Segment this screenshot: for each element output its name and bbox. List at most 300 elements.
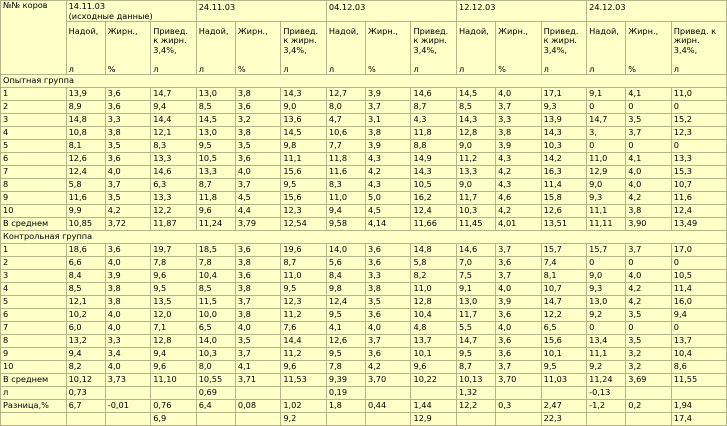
table-cell: 19,6 [281, 244, 327, 257]
table-cell: 4,1 [235, 361, 280, 374]
table-cell: 13,3 [151, 153, 197, 166]
table-row [1, 179, 727, 192]
table-row [1, 88, 727, 101]
column-unit: л [673, 63, 679, 74]
table-cell: 11,55 [671, 374, 726, 387]
table-cell: 14,5 [196, 114, 235, 127]
table-cell: 8,9 [66, 101, 105, 114]
date-label: 14.11.03 [68, 1, 106, 11]
column-name: Привед. к жирн. 3,4%, [543, 26, 579, 55]
table-cell: 3,5 [626, 309, 671, 322]
column-header [587, 22, 626, 75]
table-cell: 9 [1, 348, 67, 361]
table-cell: 3,2 [235, 114, 280, 127]
date-note: (исходные данные) [68, 10, 153, 21]
table-cell: 3,8 [496, 127, 541, 140]
column-name: Жирн., [628, 26, 659, 36]
table-cell: 4,4 [235, 205, 280, 218]
column-header [411, 22, 457, 75]
table-cell: 4,1 [326, 322, 365, 335]
table-cell: 1,32 [457, 387, 496, 400]
column-name: Привед. к жирн. 3,4%, [673, 26, 717, 55]
table-cell: 4,2 [626, 192, 671, 205]
column-unit: л [328, 63, 335, 74]
table-cell: 9,4 [151, 101, 197, 114]
table-cell: 3,1 [366, 114, 411, 127]
table-cell: 3,70 [496, 374, 541, 387]
table-cell: 8,7 [196, 179, 235, 192]
table-row [1, 361, 727, 374]
table-cell [151, 387, 197, 400]
table-cell: 0,44 [366, 400, 411, 413]
table-cell: 13,0 [587, 296, 626, 309]
date-header-5 [587, 1, 727, 22]
table-cell: 4,0 [235, 166, 280, 179]
table-row [1, 192, 727, 205]
table-cell: 9,5 [151, 283, 197, 296]
table-cell: 11,53 [281, 374, 327, 387]
table-cell: 17,0 [671, 244, 726, 257]
table-cell: 3,9 [105, 270, 150, 283]
table-cell: 3,7 [496, 270, 541, 283]
table-cell: 11,11 [587, 218, 626, 231]
table-cell: 12,1 [151, 127, 197, 140]
table-cell: 7,1 [151, 322, 197, 335]
column-unit: л [68, 63, 74, 74]
table-cell: 12,9 [411, 413, 457, 426]
table-cell: 3 [1, 114, 67, 127]
table-row [1, 270, 727, 283]
table-cell: 7,8 [326, 361, 365, 374]
column-header [105, 22, 150, 75]
table-cell: 11,5 [196, 296, 235, 309]
table-cell: 3,6 [496, 257, 541, 270]
column-name: Надой, [589, 26, 619, 36]
column-unit: % [107, 63, 116, 74]
column-header-row [1, 22, 727, 75]
table-cell: 4,2 [496, 166, 541, 179]
table-cell: 15,6 [541, 335, 587, 348]
table-row [1, 114, 727, 127]
table-cell: 12,54 [281, 218, 327, 231]
column-name: Жирн., [237, 26, 268, 36]
table-cell: 0 [587, 322, 626, 335]
table-cell: 9,2 [587, 361, 626, 374]
table-cell: 4,7 [326, 114, 365, 127]
column-name: Привед. к жирн. 3,4%, [153, 26, 189, 55]
table-cell [366, 387, 411, 400]
table-row [1, 244, 727, 257]
table-cell: 3,7 [235, 179, 280, 192]
table-cell: 6 [1, 153, 67, 166]
table-cell: 3,8 [366, 127, 411, 140]
column-unit: л [198, 63, 204, 74]
table-cell: 14,6 [151, 166, 197, 179]
table-cell: 9,5 [326, 309, 365, 322]
table-cell: 11,7 [457, 309, 496, 322]
table-cell: 6 [1, 309, 67, 322]
table-cell: 14,2 [541, 153, 587, 166]
table-cell: 14,0 [196, 335, 235, 348]
column-header [151, 22, 197, 75]
table-cell: 4,2 [626, 296, 671, 309]
table-cell: 4 [1, 127, 67, 140]
table-cell: 3,5 [366, 296, 411, 309]
table-cell: 11,7 [457, 192, 496, 205]
table-cell: 11,8 [196, 192, 235, 205]
table-cell: 9 [1, 192, 67, 205]
table-cell: 15,8 [541, 192, 587, 205]
table-cell: 5,8 [411, 257, 457, 270]
table-cell: 10,12 [66, 374, 105, 387]
table-cell: 13,3 [457, 166, 496, 179]
table-cell: 4,0 [626, 179, 671, 192]
column-unit: л [283, 63, 289, 74]
table-cell: 8,5 [66, 283, 105, 296]
table-cell: 3,7 [366, 335, 411, 348]
table-cell [105, 413, 150, 426]
table-cell: 11,8 [326, 153, 365, 166]
table-cell: 14,7 [541, 296, 587, 309]
table-cell [587, 413, 626, 426]
column-header [457, 22, 496, 75]
table-cell [626, 387, 671, 400]
table-cell: 0 [671, 322, 726, 335]
table-cell: 10,7 [541, 283, 587, 296]
column-name: Жирн., [498, 26, 529, 36]
table-cell: 10,5 [671, 270, 726, 283]
table-cell: 12,4 [671, 205, 726, 218]
table-cell: 5,5 [457, 322, 496, 335]
summary-row [1, 387, 727, 400]
table-cell: В среднем [1, 218, 67, 231]
column-name: Надой, [68, 26, 99, 36]
table-cell [626, 413, 671, 426]
column-unit: % [368, 63, 376, 74]
table-cell: 9,6 [196, 205, 235, 218]
table-cell: 10,55 [196, 374, 235, 387]
table-cell: 3,3 [105, 335, 150, 348]
column-name: Привед. к жирн. 3,4%, [413, 26, 449, 55]
column-header [326, 22, 365, 75]
table-cell: 15,2 [671, 114, 726, 127]
table-row [1, 166, 727, 179]
table-cell: 4,5 [366, 205, 411, 218]
table-row [1, 153, 727, 166]
table-cell: 12,3 [281, 205, 327, 218]
column-unit: л [459, 63, 465, 74]
summary-row [1, 400, 727, 413]
table-cell: 9,3 [541, 101, 587, 114]
group-title: Опытная группа [1, 75, 727, 88]
table-cell: 3,7 [496, 361, 541, 374]
table-cell: 4,5 [235, 192, 280, 205]
table-cell: 3,6 [235, 153, 280, 166]
table-cell: 9,4 [151, 348, 197, 361]
table-cell: 4,8 [411, 322, 457, 335]
table-cell: 3,69 [626, 374, 671, 387]
table-cell: 8 [1, 335, 67, 348]
table-cell: 3 [1, 270, 67, 283]
table-cell: 4,3 [411, 114, 457, 127]
table-cell: 9,3 [587, 192, 626, 205]
table-cell: 14,4 [281, 335, 327, 348]
table-cell: 12,4 [326, 296, 365, 309]
table-cell: 4,0 [105, 309, 150, 322]
table-cell: 4,0 [235, 322, 280, 335]
table-cell: 8,1 [541, 270, 587, 283]
table-cell [366, 413, 411, 426]
table-cell: 0,73 [66, 387, 105, 400]
table-cell: 4,0 [366, 322, 411, 335]
date-label: 24.11.03 [198, 2, 236, 12]
table-cell: 3,70 [366, 374, 411, 387]
table-cell: 16,3 [541, 166, 587, 179]
date-header-1 [66, 1, 196, 22]
table-cell: 4,3 [496, 179, 541, 192]
column-unit: л [589, 63, 595, 74]
table-cell: 14,7 [151, 88, 197, 101]
table-cell: 6,9 [151, 413, 197, 426]
table-cell: 12,7 [326, 88, 365, 101]
table-cell: 12,0 [151, 309, 197, 322]
table-cell: 0,69 [196, 387, 235, 400]
table-cell: 11,0 [587, 153, 626, 166]
average-row [1, 218, 727, 231]
table-cell: 0 [671, 101, 726, 114]
table-cell: 5,8 [66, 179, 105, 192]
table-cell: 15,6 [281, 166, 327, 179]
table-cell: 3,72 [105, 218, 150, 231]
table-row [1, 296, 727, 309]
table-cell: 0 [671, 257, 726, 270]
table-cell: 11,6 [326, 166, 365, 179]
table-cell: 4,0 [105, 166, 150, 179]
table-cell: 9,5 [281, 179, 327, 192]
table-cell: 11,0 [326, 192, 365, 205]
table-cell: 9,0 [281, 101, 327, 114]
table-cell [457, 413, 496, 426]
table-cell: 3,5 [626, 335, 671, 348]
table-cell: 11,0 [671, 88, 726, 101]
table-cell: 3,7 [496, 244, 541, 257]
table-cell: 2,47 [541, 400, 587, 413]
table-cell: 12,2 [541, 309, 587, 322]
table-cell [671, 387, 726, 400]
table-cell: 9,5 [541, 361, 587, 374]
table-cell: 10,13 [457, 374, 496, 387]
table-cell: 11,24 [196, 218, 235, 231]
table-cell [496, 413, 541, 426]
table-row [1, 283, 727, 296]
table-row [1, 335, 727, 348]
date-label: 24.12.03 [589, 2, 626, 12]
table-cell: 13,7 [671, 335, 726, 348]
table-cell: 12,3 [671, 127, 726, 140]
table-cell: 12,8 [411, 296, 457, 309]
table-cell: 14,9 [411, 153, 457, 166]
table-cell: 3,6 [366, 244, 411, 257]
table-cell: 4,0 [105, 322, 150, 335]
table-cell: 5 [1, 296, 67, 309]
table-cell: 3,9 [496, 140, 541, 153]
table-cell: 8,0 [196, 361, 235, 374]
table-cell: 3,9 [366, 140, 411, 153]
table-cell: 3,6 [235, 101, 280, 114]
table-cell: 3,6 [366, 348, 411, 361]
table-cell: 0 [626, 257, 671, 270]
table-cell: 4,2 [626, 283, 671, 296]
table-cell: 6,4 [196, 400, 235, 413]
table-cell: 10 [1, 205, 67, 218]
table-cell: 4,0 [496, 322, 541, 335]
table-cell: 7,0 [457, 257, 496, 270]
table-cell: 12,8 [457, 127, 496, 140]
table-cell: 5,6 [326, 257, 365, 270]
table-cell: 1,8 [326, 400, 365, 413]
column-name: Надой, [198, 26, 229, 36]
column-header [626, 22, 671, 75]
column-header [671, 22, 726, 75]
table-cell: 11,45 [457, 218, 496, 231]
table-cell: 3,5 [105, 192, 150, 205]
table-row [1, 101, 727, 114]
table-cell: 0 [587, 257, 626, 270]
table-cell: 9,1 [457, 283, 496, 296]
table-cell: 10,4 [411, 309, 457, 322]
table-cell: 4,0 [105, 361, 150, 374]
column-name: Жирн., [368, 26, 398, 36]
table-cell: 10,5 [411, 179, 457, 192]
table-cell: 12,2 [457, 400, 496, 413]
table-cell: 1 [1, 88, 67, 101]
table-cell: 3,8 [105, 127, 150, 140]
table-cell: 9,0 [457, 179, 496, 192]
column-header [366, 22, 411, 75]
table-cell: 9,8 [281, 140, 327, 153]
table-cell: 3,79 [235, 218, 280, 231]
column-unit: л [153, 63, 159, 74]
column-header [496, 22, 541, 75]
column-name: Жирн., [107, 26, 138, 36]
table-cell: 12,8 [151, 335, 197, 348]
table-cell: 4,0 [105, 257, 150, 270]
table-cell: 15,7 [541, 244, 587, 257]
table-cell: 13,3 [151, 192, 197, 205]
table-cell: 3,7 [235, 296, 280, 309]
table-cell: 3,3 [366, 270, 411, 283]
table-cell: 9,5 [281, 283, 327, 296]
table-row [1, 309, 727, 322]
table-cell: 18,5 [196, 244, 235, 257]
column-name: Надой, [328, 26, 359, 36]
table-cell: 9,5 [457, 348, 496, 361]
table-cell: 11,2 [281, 309, 327, 322]
table-cell: 14,3 [281, 88, 327, 101]
table-cell: 8,7 [281, 257, 327, 270]
table-cell: 14,5 [281, 127, 327, 140]
table-cell: 9,5 [326, 348, 365, 361]
table-cell: 3,3 [105, 114, 150, 127]
table-cell: В среднем [1, 374, 67, 387]
table-cell: 10,3 [541, 140, 587, 153]
table-cell: 3,6 [496, 348, 541, 361]
table-cell: 0 [626, 322, 671, 335]
column-name: Привед. к жирн. 3,4%, [283, 26, 319, 55]
table-cell: 5 [1, 140, 67, 153]
column-header [196, 22, 235, 75]
table-cell: 13,5 [151, 296, 197, 309]
table-cell: 3,2 [626, 361, 671, 374]
table-cell: 3,8 [235, 127, 280, 140]
table-cell: 3,73 [105, 374, 150, 387]
table-cell: 0 [587, 101, 626, 114]
table-cell: 0,2 [626, 400, 671, 413]
table-cell: 13,51 [541, 218, 587, 231]
table-cell: 11,24 [587, 374, 626, 387]
table-cell: 9,6 [281, 361, 327, 374]
table-cell: 4,2 [496, 205, 541, 218]
table-cell: 11,8 [411, 127, 457, 140]
column-unit: % [237, 63, 246, 74]
table-cell: 15,3 [671, 166, 726, 179]
table-cell: 14,8 [66, 114, 105, 127]
table-cell: 8,5 [457, 101, 496, 114]
group-title: Контрольная группа [1, 231, 727, 244]
table-cell: 10,3 [196, 348, 235, 361]
date-label: 04.12.03 [328, 2, 366, 12]
table-cell: 11,4 [671, 283, 726, 296]
table-cell: 0 [626, 140, 671, 153]
table-cell: 14,7 [457, 335, 496, 348]
table-cell: 1 [1, 244, 67, 257]
table-cell: 3,8 [105, 283, 150, 296]
table-cell: 3,6 [105, 153, 150, 166]
table-cell: 4,2 [366, 361, 411, 374]
table-cell: 9,2 [587, 309, 626, 322]
column-header [235, 22, 280, 75]
table-cell [496, 387, 541, 400]
group-title-row [1, 231, 727, 244]
table-cell: 12,6 [541, 205, 587, 218]
table-cell: 7,7 [326, 140, 365, 153]
table-body [1, 1, 727, 426]
table-cell: 10,2 [66, 309, 105, 322]
table-cell: 3,7 [235, 348, 280, 361]
table-cell: 10,4 [671, 348, 726, 361]
table-cell: 3,7 [366, 101, 411, 114]
table-cell: 3,8 [626, 205, 671, 218]
table-cell: 3,6 [105, 101, 150, 114]
table-cell [105, 387, 150, 400]
date-header-2 [196, 1, 326, 22]
table-cell: 4,2 [366, 166, 411, 179]
table-cell [235, 387, 280, 400]
table-cell: 3,5 [105, 140, 150, 153]
table-cell: 16,2 [411, 192, 457, 205]
table-cell: -0,01 [105, 400, 150, 413]
table-cell [281, 387, 327, 400]
table-cell: 9,1 [587, 88, 626, 101]
table-cell: 12,1 [66, 296, 105, 309]
table-cell: 11,03 [541, 374, 587, 387]
table-cell: 3, [587, 127, 626, 140]
table-cell: 14,7 [587, 114, 626, 127]
table-cell: 3,5 [235, 140, 280, 153]
column-name: Надой, [459, 26, 489, 36]
table-cell: 7,8 [196, 257, 235, 270]
table-cell: 12,6 [66, 153, 105, 166]
